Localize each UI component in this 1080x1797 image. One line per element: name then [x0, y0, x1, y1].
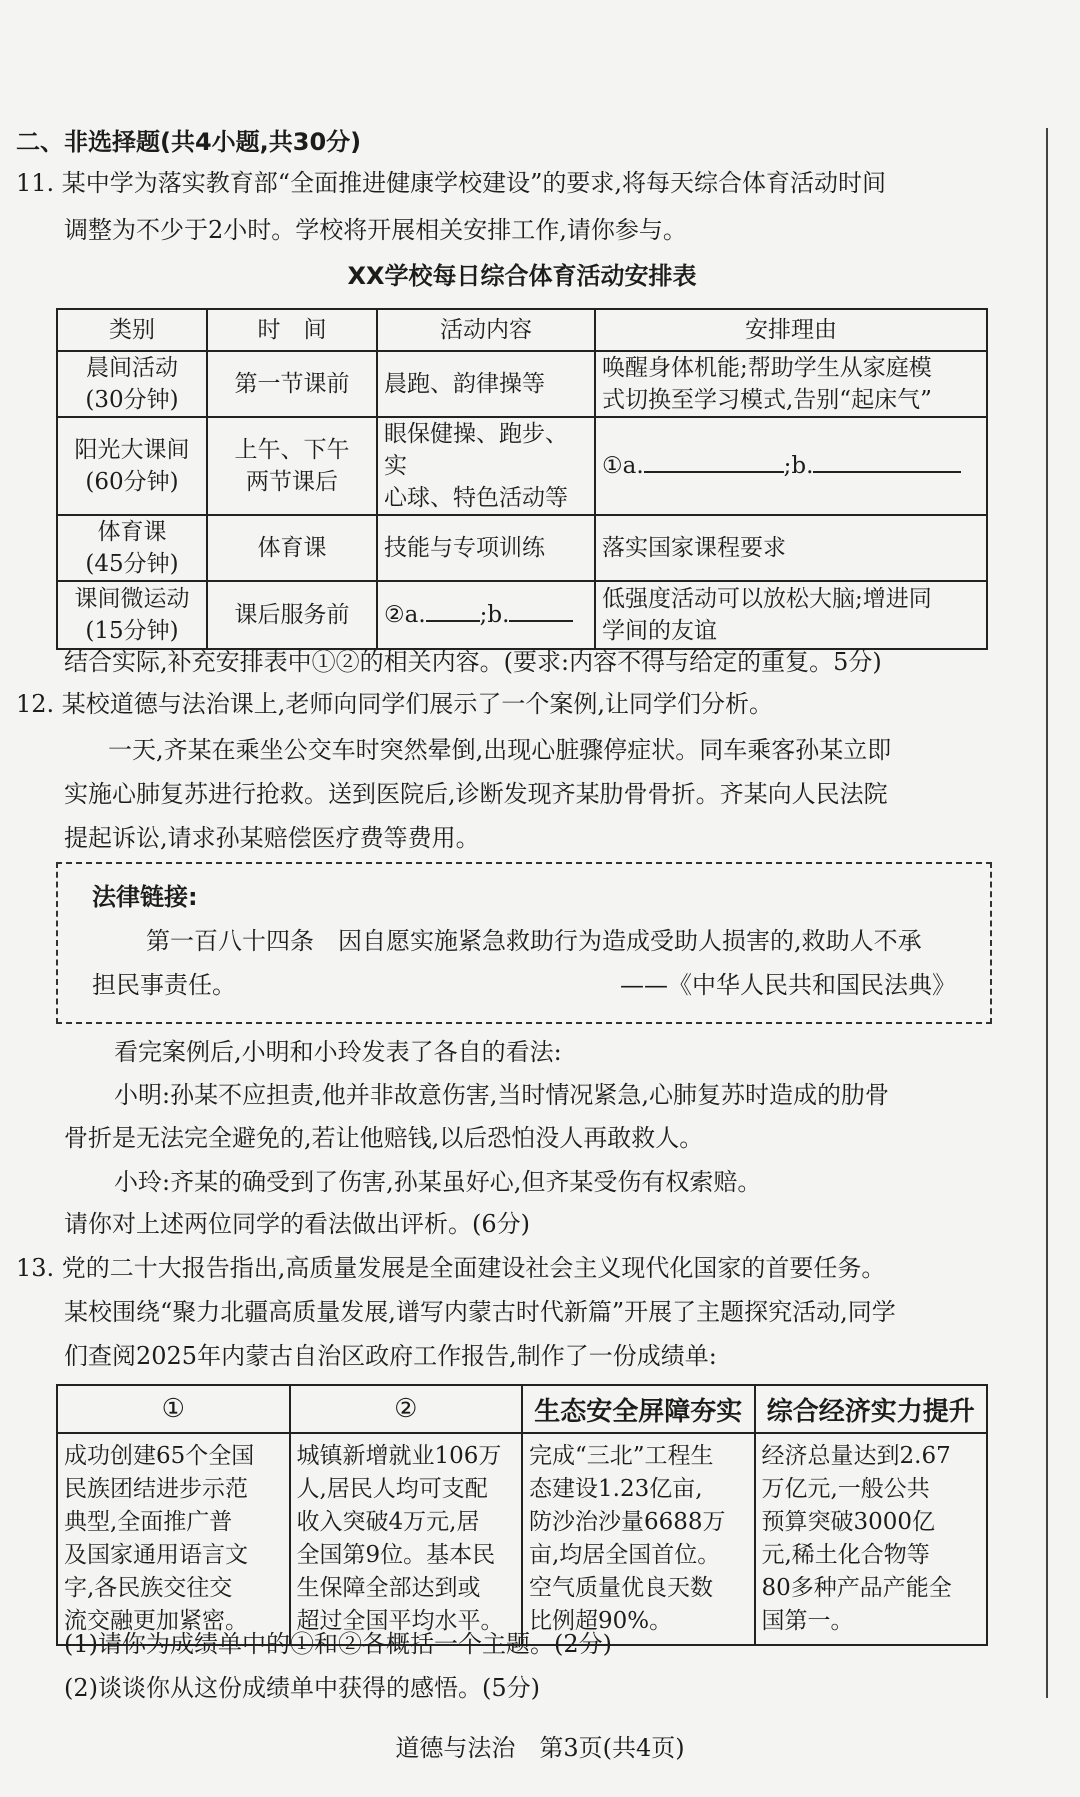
q12-case-line1: 一天,齐某在乘坐公交车时突然晕倒,出现心脏骤停症状。同车乘客孙某立即 [108, 736, 892, 764]
law-source: ——《中华人民共和国民法典》 [620, 971, 956, 999]
section-title: 二、非选择题(共4小题,共30分) [16, 128, 362, 156]
cell-ecology: 完成“三北”工程生 态建设1.23亿亩, 防沙治沙量6688万 亩,均居全国首位。 空气质量优良天数 比例超90%。 [522, 1433, 755, 1645]
row-content-blanks: ②a. ;b. [377, 581, 595, 649]
answer-blank[interactable] [644, 451, 784, 473]
q12-xiaoming-line1: 小明:孙某不应担责,他并非故意伤害,当时情况紧急,心肺复苏时造成的肋骨 [114, 1081, 889, 1109]
header-content: 活动内容 [377, 309, 595, 351]
q12-xiaoling: 小玲:齐某的确受到了伤害,孙某虽好心,但齐某受伤有权索赔。 [114, 1168, 762, 1196]
law-link-title: 法律链接: [92, 883, 198, 911]
header-category: 类别 [57, 309, 207, 351]
row-reason: 落实国家课程要求 [595, 515, 987, 581]
q12-question: 请你对上述两位同学的看法做出评析。(6分) [64, 1210, 530, 1238]
row-time: 上午、下午 两节课后 [207, 417, 377, 515]
cell-theme-1: 成功创建65个全国 民族团结进步示范 典型,全面推广普 及国家通用语言文 字,各民族交往交 流交融更加紧密。 [57, 1433, 290, 1645]
cell-economy: 经济总量达到2.67 万亿元,一般公共 预算突破3000亿 元,稀土化合物等 80多种产品产能全 国第一。 [755, 1433, 988, 1645]
q13-text-line2: 某校围绕“聚力北疆高质量发展,谱写内蒙古时代新篇”开展了主题探究活动,同学 [64, 1298, 896, 1326]
q12-case-line2: 实施心肺复苏进行抢救。送到医院后,诊断发现齐某肋骨骨折。齐某向人民法院 [64, 780, 888, 808]
header-reason: 安排理由 [595, 309, 987, 351]
law-link-box [56, 862, 992, 1024]
q12-text-line1: 12. 某校道德与法治课上,老师向同学们展示了一个案例,让同学们分析。 [16, 690, 774, 718]
q13-subquestion-2: (2)谈谈你从这份成绩单中获得的感悟。(5分) [64, 1674, 540, 1702]
q12-case-line3: 提起诉讼,请求孙某赔偿医疗费等费用。 [64, 824, 480, 852]
row-reason-blanks: ①a. ;b. [595, 417, 987, 515]
table-row [57, 1433, 987, 1645]
row-content: 眼保健操、跑步、实 心球、特色活动等 [377, 417, 595, 515]
cell-theme-2: 城镇新增就业106万 人,居民人均可支配 收入突破4万元,居 全国第9位。基本民 生保障全部达到或 超过全国平均水平。 [290, 1433, 523, 1645]
q11-instruction: 结合实际,补充安排表中①②的相关内容。(要求:内容不得与给定的重复。5分) [64, 648, 882, 676]
answer-blank[interactable] [813, 451, 961, 473]
row-reason: 唤醒身体机能;帮助学生从家庭模 式切换至学习模式,告别“起床气” [595, 351, 987, 417]
header-economy: 综合经济实力提升 [755, 1385, 988, 1433]
header-theme-1: ① [57, 1385, 290, 1433]
q11-table-title: XX学校每日综合体育活动安排表 [347, 262, 697, 290]
table-header-row [57, 309, 987, 351]
row-time: 体育课 [207, 515, 377, 581]
answer-blank[interactable] [509, 600, 573, 622]
table-header-row [57, 1385, 987, 1433]
table-row [57, 417, 987, 515]
answer-blank[interactable] [426, 600, 480, 622]
achievement-table [56, 1384, 988, 1646]
header-time: 时 间 [207, 309, 377, 351]
activity-schedule-table [56, 308, 988, 650]
q13-subquestion-1: (1)请你为成绩单中的①和②各概括一个主题。(2分) [64, 1630, 612, 1658]
q11-text-line2: 调整为不少于2小时。学校将开展相关安排工作,请你参与。 [64, 216, 687, 244]
row-content: 技能与专项训练 [377, 515, 595, 581]
page-footer: 道德与法治 第3页(共4页) [395, 1734, 685, 1762]
row-category: 晨间活动 (30分钟) [57, 351, 207, 417]
q12-view-intro: 看完案例后,小明和小玲发表了各自的看法: [114, 1038, 562, 1066]
row-time: 课后服务前 [207, 581, 377, 649]
row-time: 第一节课前 [207, 351, 377, 417]
row-reason: 低强度活动可以放松大脑;增进同 学间的友谊 [595, 581, 987, 649]
row-category: 体育课 (45分钟) [57, 515, 207, 581]
row-category: 阳光大课间 (60分钟) [57, 417, 207, 515]
table-row [57, 351, 987, 417]
q13-text-line3: 们查阅2025年内蒙古自治区政府工作报告,制作了一份成绩单: [64, 1342, 717, 1370]
law-article-line1: 第一百八十四条 因自愿实施紧急救助行为造成受助人损害的,救助人不承 [146, 927, 922, 955]
table-row [57, 581, 987, 649]
q12-xiaoming-line2: 骨折是无法完全避免的,若让他赔钱,以后恐怕没人再敢救人。 [64, 1124, 704, 1152]
row-category: 课间微运动 (15分钟) [57, 581, 207, 649]
q13-text-line1: 13. 党的二十大报告指出,高质量发展是全面建设社会主义现代化国家的首要任务。 [16, 1254, 886, 1282]
header-ecology: 生态安全屏障夯实 [522, 1385, 755, 1433]
table-row [57, 515, 987, 581]
q11-text-line1: 11. 某中学为落实教育部“全面推进健康学校建设”的要求,将每天综合体育活动时间 [16, 169, 886, 197]
page-margin-line [1046, 128, 1048, 1698]
law-article-line2: 担民事责任。 [92, 971, 236, 999]
header-theme-2: ② [290, 1385, 523, 1433]
row-content: 晨跑、韵律操等 [377, 351, 595, 417]
